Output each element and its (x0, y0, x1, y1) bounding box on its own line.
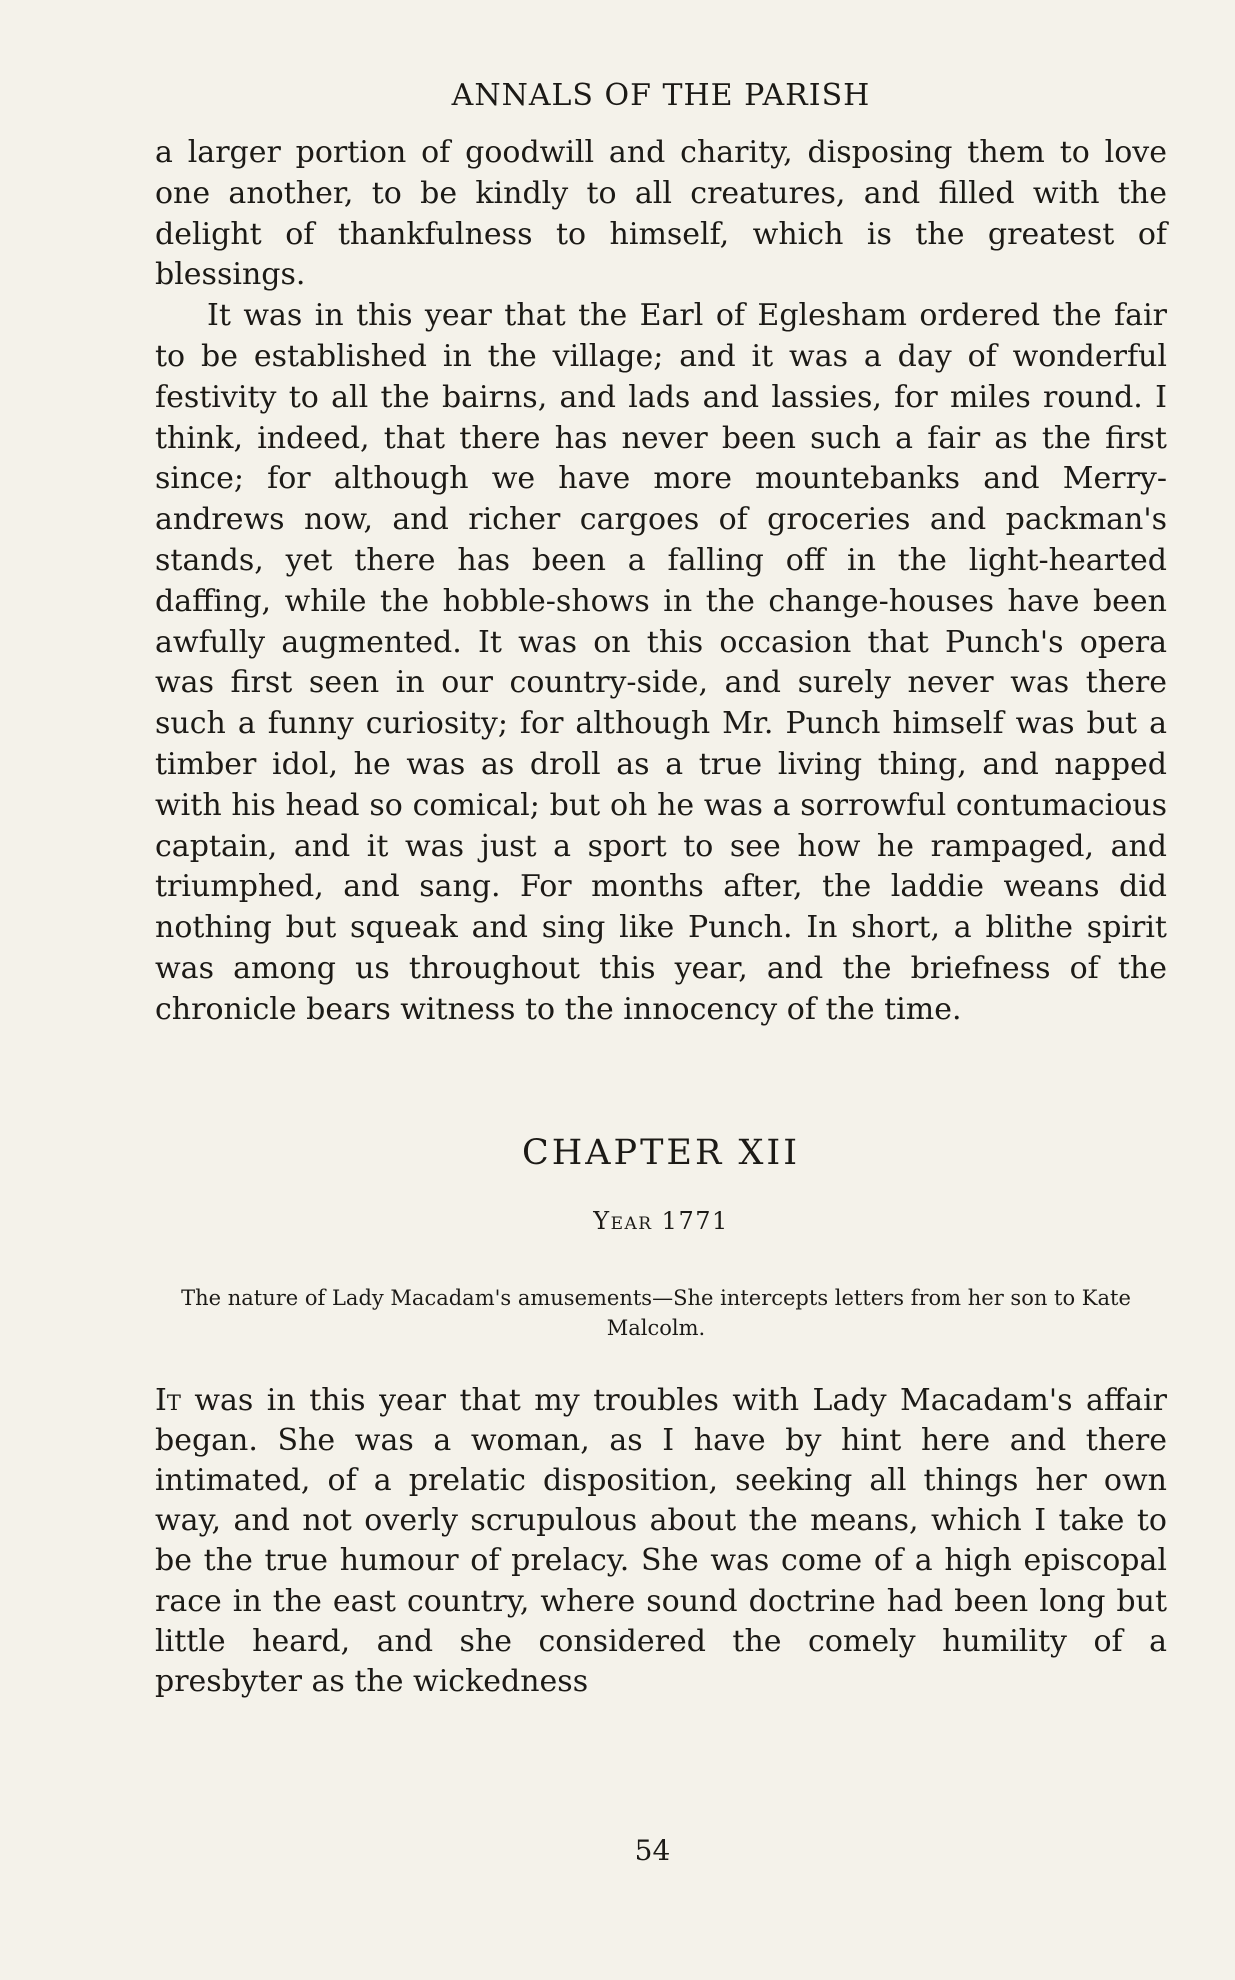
page-number: 54 (634, 1834, 671, 1867)
chapter-year: Year 1771 (593, 1206, 729, 1235)
paragraph-fair: It was in this year that the Earl of Eglesham ordered the fair to be established in the village; and it was a day of wonderful festivity to all the bairns, and lads and lassies, for miles round. I think, indeed, that there has never been such a fair as the first since; for although we have more mountebanks and Merry-andrews now, and richer cargoes of groceries and packman's stands, yet there has been a falling off in the light-hearted daffing, while the hobble-shows in the change-houses have been awfully augmented. It was on this occasion that Punch's opera was first seen in our country-side, and surely never was there such a funny curiosity; for although Mr. Punch himself was but a timber idol, he was as droll as a true living thing, and napped with his head so comical; but oh he was a sorrowful contumacious captain, and it was just a sport to see how he rampaged, and triumphed, and sang. For months after, the laddie weans did nothing but squeak and sing like Punch. In short, a blithe spirit was among us throughout this year, and the briefness of the chronicle bears witness to the innocency of the time. (155, 298, 1167, 1027)
paragraph-continuation: a larger portion of goodwill and charity, disposing them to love one another, to be kindly to all creatures, and filled with the delight of thankfulness to himself, which is the greatest of blessings. (155, 135, 1167, 293)
chapter-title: CHAPTER XII (521, 1132, 801, 1173)
chapter-body (155, 1381, 1167, 1703)
prose-section (155, 133, 1167, 1031)
chapter-opening-paragraph (155, 1381, 1167, 1703)
running-head: ANNALS OF THE PARISH (451, 78, 871, 113)
chapter-summary: The nature of Lady Macadam's amusements—She intercepts letters from her son to Kate Malcolm. (181, 1285, 1131, 1340)
chapter-body-text: was in this year that my troubles with Lady Macadam's affair began. She was a woman, as I have by hint here and there intimated, of a prelatic disposition, seeking all things her own way, and not overly scrupulous about the means, which I take to be the true humour of prelacy. She was come of a high episcopal race in the east country, where sound doctrine had been long but little heard, and she considered the comely humility of a presbyter as the wickedness (155, 1382, 1167, 1699)
lead-word: It (155, 1382, 181, 1418)
